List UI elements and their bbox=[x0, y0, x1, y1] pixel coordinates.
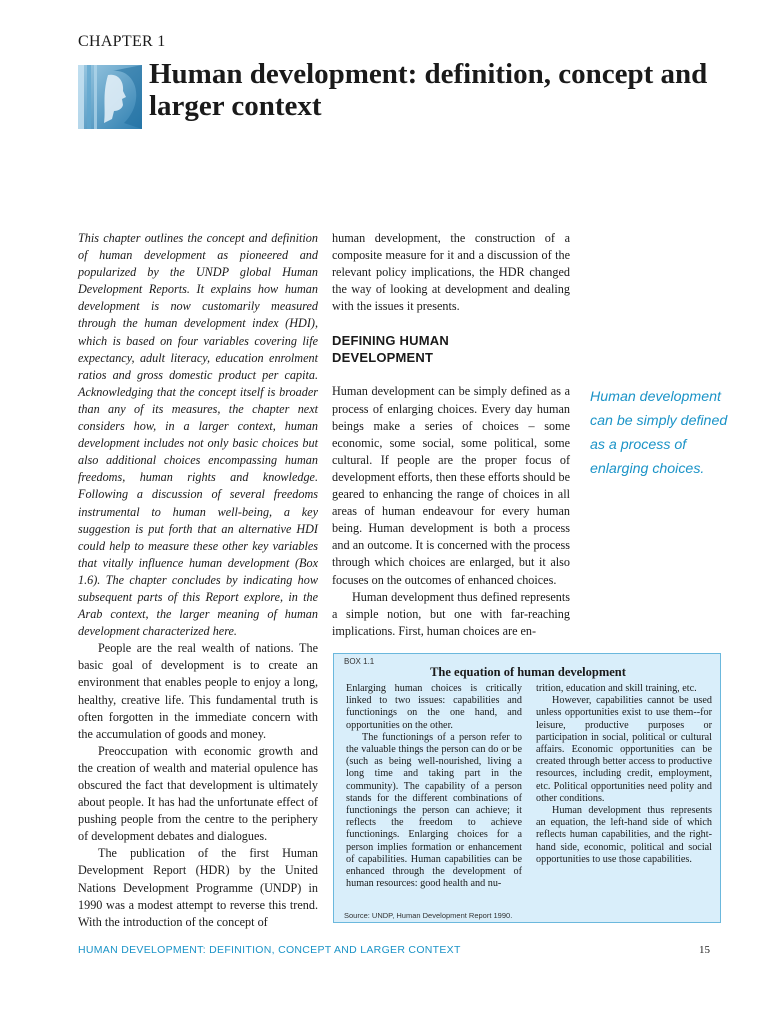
body-paragraph: The publication of the first Human Development Report (HDR) by the United Nations Development Programme (UNDP) in 1990 was a modest attempt to reverse this trend. With the introduction of the concept of bbox=[78, 846, 318, 929]
box-source: Source: UNDP, Human Development Report 1990. bbox=[344, 911, 513, 920]
chapter-intro: This chapter outlines the concept and definition of human development as pioneered and popularized by the UNDP global Human Development Reports. It explains how human development is now customarily measured through the human development index (HDI), which is based on four variables covering life expectancy, adult literacy, education enrolment ratios and gross domestic product per capita. Acknowledging that the concept itself is broader than any of its measures, the chapter next considers how, in a larger context, human development includes not only basic choices but also additional choices encompassing human freedoms, human rights and knowledge. Following a discussion of several freedoms instrumental to human well-being, a key suggestion is put forth that an alternative HDI could help to measure these other key variables that vitally influence human development (Box 1.6). The chapter concludes by indicating how subsequent parts of this Report explore, in the Arab context, the larger meaning of human development characterized here. bbox=[78, 231, 318, 639]
section-heading bbox=[332, 332, 570, 366]
section-heading-line: DEFINING HUMAN bbox=[332, 333, 449, 349]
box-title: The equation of human development bbox=[430, 665, 626, 679]
box-paragraph: trition, education and skill training, etc. bbox=[536, 683, 697, 694]
face-profile-image bbox=[78, 65, 142, 129]
body-paragraph: Human development can be simply defined as a process of enlarging choices. Every day human beings make a series of choices – some economic, some social, some political, some cultural. If people are the proper focus of development efforts, then these efforts should be geared to enhancing the range of choices in all areas of human endeavour for every human being. Human development is both a process and an outcome. It is concerned with the process through which choices are enlarged, but it also focuses on the outcomes of enhanced choices. bbox=[332, 384, 570, 587]
box-1-1 bbox=[333, 653, 721, 923]
left-column bbox=[78, 230, 318, 931]
running-footer: HUMAN DEVELOPMENT: DEFINITION, CONCEPT AND LARGER CONTEXT bbox=[78, 944, 461, 956]
body-paragraph: People are the real wealth of nations. The basic goal of development is to create an environment that enables people to enjoy a long, healthy, creative life. This fundamental truth is often forgotten in the immediate concern with the accumulation of goods and money. bbox=[78, 641, 318, 741]
box-left-column bbox=[346, 683, 522, 890]
chapter-label: CHAPTER 1 bbox=[78, 33, 166, 50]
box-paragraph: However, capabilities cannot be used unless opportunities exist to use them--for leisure, productive purposes or participation in social, political or cultural affairs. Economic opportunities can be created through better access to productive resources, including credit, employment, etc. Political opportunities need polity and other conditions. bbox=[536, 695, 712, 804]
body-paragraph: Preoccupation with economic growth and the creation of wealth and material opulence has obscured the fact that development is ultimately about people. It has had the unfortunate effect of pushing people from the centre to the periphery of development debates and dialogues. bbox=[78, 743, 318, 844]
page-number: 15 bbox=[699, 944, 710, 956]
box-paragraph: Human development thus represents an equation, the left-hand side of which reflects human capabilities, and the right-hand side, economic, political and social opportunities to use those capabilities. bbox=[536, 805, 712, 865]
chapter-title: Human development: definition, concept and larger context bbox=[149, 58, 708, 122]
pull-quote: Human development can be simply defined as a process of enlarging choices. bbox=[590, 389, 728, 477]
chapter-header-image bbox=[78, 65, 142, 129]
box-paragraph: Enlarging human choices is critically linked to two issues: capabilities and functionings on the one hand, and opportunities on the other. bbox=[346, 683, 522, 731]
body-paragraph: Human development thus defined represents a simple notion, but one with far-reaching implications. First, human choices are en- bbox=[332, 589, 570, 638]
middle-column bbox=[332, 230, 570, 640]
section-heading-line: DEVELOPMENT bbox=[332, 350, 434, 366]
box-paragraph: The functionings of a person refer to the valuable things the person can do or be (such as being well-nourished, living a long time and taking part in the community). The capability of a person stands for the different combinations of functionings the person can achieve; it reflects the freedom to achieve functionings. Enlarging choices for a person implies formation or enhancement of capabilities. Human capabilities can be enhanced through the development of human resources: good health and nu- bbox=[346, 731, 522, 890]
box-right-column bbox=[536, 683, 712, 866]
box-label: BOX 1.1 bbox=[344, 657, 375, 666]
body-paragraph: human development, the construction of a composite measure for it and a discussion of the relevant policy implications, the HDR changed the way of looking at development and dealing with the issues it presents. bbox=[332, 231, 570, 314]
